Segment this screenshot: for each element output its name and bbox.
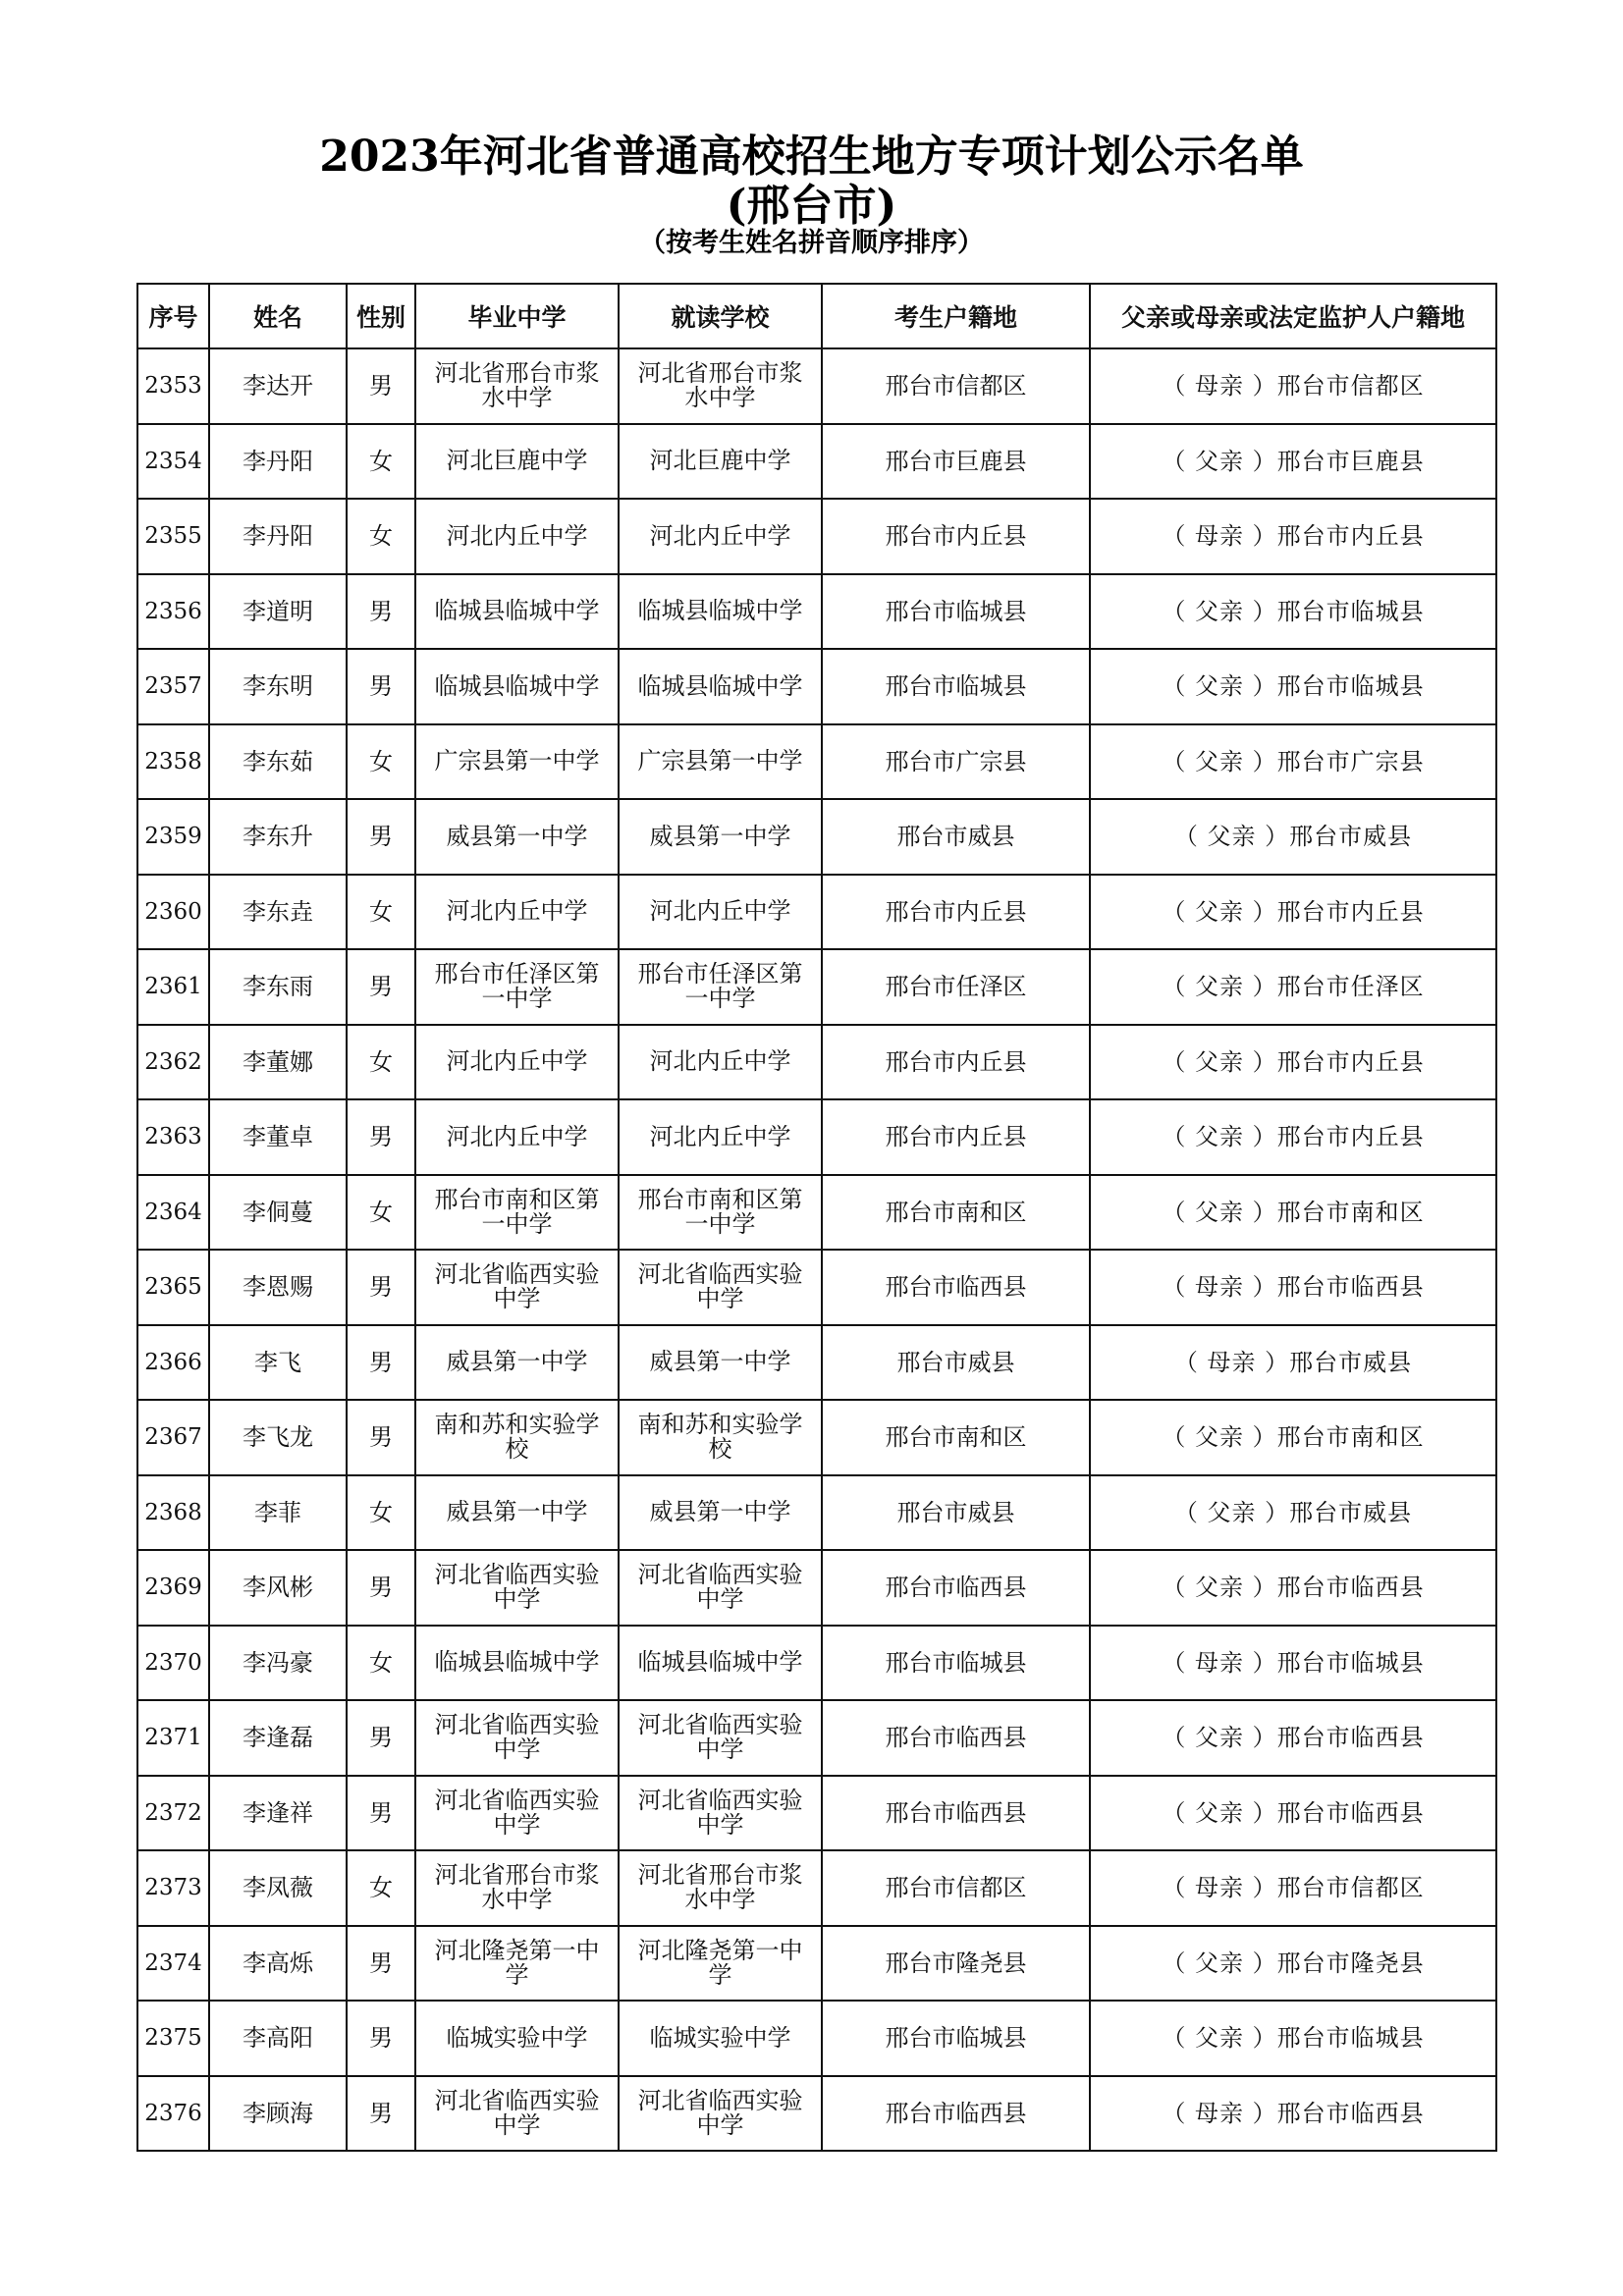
cell-index: 2356	[137, 574, 209, 650]
table-row	[137, 1250, 1496, 1325]
cell-index: 2366	[137, 1325, 209, 1401]
cell-gender: 女	[347, 1850, 415, 1926]
cell-guardian-hukou: （ 父亲 ）邢台市内丘县	[1090, 1025, 1496, 1100]
cell-current-school: 邢台市任泽区第一中学	[619, 949, 822, 1025]
cell-current-school: 临城县临城中学	[619, 649, 822, 724]
table-row	[137, 724, 1496, 800]
cell-graduation-school: 临城县临城中学	[415, 649, 619, 724]
cell-student-hukou: 邢台市巨鹿县	[822, 424, 1090, 500]
table-row	[137, 1926, 1496, 2002]
cell-name: 李道明	[209, 574, 347, 650]
cell-guardian-hukou: （ 父亲 ）邢台市临西县	[1090, 1700, 1496, 1776]
cell-guardian-hukou: （ 母亲 ）邢台市信都区	[1090, 348, 1496, 424]
table-row	[137, 348, 1496, 424]
table-row	[137, 2001, 1496, 2076]
cell-name: 李丹阳	[209, 499, 347, 574]
cell-student-hukou: 邢台市威县	[822, 1475, 1090, 1551]
cell-graduation-school: 河北省邢台市浆水中学	[415, 1850, 619, 1926]
cell-graduation-school: 河北隆尧第一中学	[415, 1926, 619, 2002]
cell-guardian-hukou: （ 父亲 ）邢台市临西县	[1090, 1550, 1496, 1626]
table-row	[137, 1475, 1496, 1551]
cell-index: 2355	[137, 499, 209, 574]
cell-student-hukou: 邢台市威县	[822, 799, 1090, 875]
cell-gender: 男	[347, 2076, 415, 2152]
cell-gender: 女	[347, 424, 415, 500]
table-row	[137, 1776, 1496, 1851]
cell-student-hukou: 邢台市内丘县	[822, 875, 1090, 950]
table-row	[137, 499, 1496, 574]
cell-guardian-hukou: （ 父亲 ）邢台市威县	[1090, 799, 1496, 875]
cell-graduation-school: 邢台市南和区第一中学	[415, 1175, 619, 1251]
cell-current-school: 河北省临西实验中学	[619, 1250, 822, 1325]
cell-guardian-hukou: （ 父亲 ）邢台市巨鹿县	[1090, 424, 1496, 500]
cell-current-school: 威县第一中学	[619, 1475, 822, 1551]
table-row	[137, 875, 1496, 950]
cell-name: 李恩赐	[209, 1250, 347, 1325]
cell-index: 2371	[137, 1700, 209, 1776]
cell-guardian-hukou: （ 父亲 ）邢台市南和区	[1090, 1175, 1496, 1251]
cell-guardian-hukou: （ 父亲 ）邢台市任泽区	[1090, 949, 1496, 1025]
cell-student-hukou: 邢台市临城县	[822, 1626, 1090, 1701]
cell-gender: 女	[347, 1626, 415, 1701]
table-row	[137, 1400, 1496, 1475]
header-name: 姓名	[209, 284, 347, 348]
cell-guardian-hukou: （ 父亲 ）邢台市内丘县	[1090, 1099, 1496, 1175]
cell-guardian-hukou: （ 父亲 ）邢台市临城县	[1090, 649, 1496, 724]
page-subtitle-sort-note: （按考生姓名拼音顺序排序）	[639, 228, 984, 258]
cell-student-hukou: 邢台市临西县	[822, 1700, 1090, 1776]
cell-gender: 男	[347, 799, 415, 875]
cell-gender: 男	[347, 1325, 415, 1401]
cell-name: 李东升	[209, 799, 347, 875]
cell-gender: 男	[347, 1776, 415, 1851]
cell-index: 2370	[137, 1626, 209, 1701]
table-row	[137, 1325, 1496, 1401]
cell-index: 2357	[137, 649, 209, 724]
cell-current-school: 河北省邢台市浆水中学	[619, 1850, 822, 1926]
cell-gender: 男	[347, 949, 415, 1025]
cell-graduation-school: 临城实验中学	[415, 2001, 619, 2076]
cell-graduation-school: 河北省临西实验中学	[415, 1250, 619, 1325]
cell-gender: 女	[347, 1025, 415, 1100]
cell-guardian-hukou: （ 父亲 ）邢台市临城县	[1090, 2001, 1496, 2076]
cell-index: 2361	[137, 949, 209, 1025]
cell-guardian-hukou: （ 母亲 ）邢台市内丘县	[1090, 499, 1496, 574]
cell-current-school: 威县第一中学	[619, 799, 822, 875]
cell-graduation-school: 广宗县第一中学	[415, 724, 619, 800]
cell-guardian-hukou: （ 父亲 ）邢台市临西县	[1090, 1776, 1496, 1851]
cell-name: 李飞	[209, 1325, 347, 1401]
cell-gender: 女	[347, 724, 415, 800]
table-row	[137, 1025, 1496, 1100]
cell-index: 2363	[137, 1099, 209, 1175]
table-row	[137, 949, 1496, 1025]
cell-name: 李达开	[209, 348, 347, 424]
cell-index: 2373	[137, 1850, 209, 1926]
cell-current-school: 广宗县第一中学	[619, 724, 822, 800]
cell-student-hukou: 邢台市临西县	[822, 2076, 1090, 2152]
cell-student-hukou: 邢台市南和区	[822, 1400, 1090, 1475]
cell-index: 2368	[137, 1475, 209, 1551]
cell-gender: 男	[347, 1250, 415, 1325]
cell-current-school: 河北隆尧第一中学	[619, 1926, 822, 2002]
table-body	[137, 348, 1496, 2151]
roster-table	[136, 283, 1497, 2152]
cell-name: 李东垚	[209, 875, 347, 950]
cell-gender: 男	[347, 1700, 415, 1776]
cell-index: 2372	[137, 1776, 209, 1851]
page-subtitle-city: (邢台市)	[726, 181, 897, 231]
cell-student-hukou: 邢台市临城县	[822, 2001, 1090, 2076]
cell-graduation-school: 威县第一中学	[415, 1325, 619, 1401]
cell-current-school: 临城实验中学	[619, 2001, 822, 2076]
cell-gender: 女	[347, 1475, 415, 1551]
cell-gender: 男	[347, 1926, 415, 2002]
table-row	[137, 1700, 1496, 1776]
cell-current-school: 河北内丘中学	[619, 499, 822, 574]
cell-name: 李东茹	[209, 724, 347, 800]
cell-current-school: 邢台市南和区第一中学	[619, 1175, 822, 1251]
table-row	[137, 799, 1496, 875]
cell-index: 2358	[137, 724, 209, 800]
cell-graduation-school: 河北省临西实验中学	[415, 1700, 619, 1776]
cell-name: 李顾海	[209, 2076, 347, 2152]
cell-gender: 男	[347, 1550, 415, 1626]
cell-guardian-hukou: （ 父亲 ）邢台市隆尧县	[1090, 1926, 1496, 2002]
cell-guardian-hukou: （ 父亲 ）邢台市广宗县	[1090, 724, 1496, 800]
cell-current-school: 临城县临城中学	[619, 574, 822, 650]
cell-index: 2364	[137, 1175, 209, 1251]
cell-graduation-school: 河北内丘中学	[415, 499, 619, 574]
header-guardian-hukou: 父亲或母亲或法定监护人户籍地	[1090, 284, 1496, 348]
header-index: 序号	[137, 284, 209, 348]
cell-student-hukou: 邢台市临西县	[822, 1550, 1090, 1626]
cell-gender: 男	[347, 1099, 415, 1175]
cell-guardian-hukou: （ 父亲 ）邢台市内丘县	[1090, 875, 1496, 950]
table-row	[137, 2076, 1496, 2152]
cell-guardian-hukou: （ 父亲 ）邢台市威县	[1090, 1475, 1496, 1551]
cell-current-school: 河北内丘中学	[619, 1025, 822, 1100]
cell-name: 李东雨	[209, 949, 347, 1025]
table-row	[137, 649, 1496, 724]
cell-gender: 女	[347, 875, 415, 950]
cell-student-hukou: 邢台市威县	[822, 1325, 1090, 1401]
cell-index: 2367	[137, 1400, 209, 1475]
cell-graduation-school: 威县第一中学	[415, 799, 619, 875]
cell-index: 2360	[137, 875, 209, 950]
cell-graduation-school: 河北省临西实验中学	[415, 1776, 619, 1851]
header-graduation-school: 毕业中学	[415, 284, 619, 348]
cell-name: 李高阳	[209, 2001, 347, 2076]
cell-name: 李凤薇	[209, 1850, 347, 1926]
table-row	[137, 424, 1496, 500]
header-current-school: 就读学校	[619, 284, 822, 348]
cell-gender: 男	[347, 1400, 415, 1475]
cell-graduation-school: 临城县临城中学	[415, 574, 619, 650]
cell-name: 李逢祥	[209, 1776, 347, 1851]
cell-index: 2375	[137, 2001, 209, 2076]
cell-index: 2369	[137, 1550, 209, 1626]
cell-graduation-school: 南和苏和实验学校	[415, 1400, 619, 1475]
cell-current-school: 河北内丘中学	[619, 875, 822, 950]
cell-guardian-hukou: （ 父亲 ）邢台市临城县	[1090, 574, 1496, 650]
cell-current-school: 河北巨鹿中学	[619, 424, 822, 500]
cell-student-hukou: 邢台市信都区	[822, 1850, 1090, 1926]
cell-current-school: 临城县临城中学	[619, 1626, 822, 1701]
cell-student-hukou: 邢台市隆尧县	[822, 1926, 1090, 2002]
cell-name: 李董卓	[209, 1099, 347, 1175]
cell-guardian-hukou: （ 母亲 ）邢台市临城县	[1090, 1626, 1496, 1701]
cell-gender: 男	[347, 574, 415, 650]
cell-name: 李丹阳	[209, 424, 347, 500]
cell-student-hukou: 邢台市广宗县	[822, 724, 1090, 800]
cell-name: 李东明	[209, 649, 347, 724]
cell-graduation-school: 河北内丘中学	[415, 875, 619, 950]
cell-index: 2359	[137, 799, 209, 875]
cell-index: 2353	[137, 348, 209, 424]
cell-student-hukou: 邢台市内丘县	[822, 499, 1090, 574]
cell-current-school: 河北省临西实验中学	[619, 1776, 822, 1851]
table-row	[137, 1099, 1496, 1175]
cell-graduation-school: 河北省临西实验中学	[415, 2076, 619, 2152]
cell-student-hukou: 邢台市临城县	[822, 649, 1090, 724]
cell-current-school: 南和苏和实验学校	[619, 1400, 822, 1475]
cell-student-hukou: 邢台市任泽区	[822, 949, 1090, 1025]
cell-graduation-school: 河北内丘中学	[415, 1099, 619, 1175]
cell-name: 李菲	[209, 1475, 347, 1551]
cell-name: 李侗蔓	[209, 1175, 347, 1251]
cell-index: 2362	[137, 1025, 209, 1100]
cell-gender: 男	[347, 649, 415, 724]
cell-graduation-school: 河北巨鹿中学	[415, 424, 619, 500]
cell-name: 李冯豪	[209, 1626, 347, 1701]
cell-current-school: 河北省临西实验中学	[619, 2076, 822, 2152]
cell-index: 2374	[137, 1926, 209, 2002]
cell-name: 李风彬	[209, 1550, 347, 1626]
table-row	[137, 1175, 1496, 1251]
cell-index: 2376	[137, 2076, 209, 2152]
cell-graduation-school: 邢台市任泽区第一中学	[415, 949, 619, 1025]
header-gender: 性别	[347, 284, 415, 348]
cell-gender: 女	[347, 1175, 415, 1251]
cell-gender: 男	[347, 2001, 415, 2076]
cell-graduation-school: 河北内丘中学	[415, 1025, 619, 1100]
cell-current-school: 河北省邢台市浆水中学	[619, 348, 822, 424]
cell-index: 2354	[137, 424, 209, 500]
page-title: 2023年河北省普通高校招生地方专项计划公示名单	[319, 132, 1304, 182]
cell-current-school: 河北省临西实验中学	[619, 1700, 822, 1776]
cell-name: 李逢磊	[209, 1700, 347, 1776]
cell-student-hukou: 邢台市临西县	[822, 1250, 1090, 1325]
cell-graduation-school: 河北省临西实验中学	[415, 1550, 619, 1626]
cell-student-hukou: 邢台市内丘县	[822, 1025, 1090, 1100]
table-row	[137, 1626, 1496, 1701]
cell-name: 李董娜	[209, 1025, 347, 1100]
cell-graduation-school: 临城县临城中学	[415, 1626, 619, 1701]
cell-current-school: 河北内丘中学	[619, 1099, 822, 1175]
cell-gender: 女	[347, 499, 415, 574]
cell-guardian-hukou: （ 母亲 ）邢台市威县	[1090, 1325, 1496, 1401]
cell-gender: 男	[347, 348, 415, 424]
cell-name: 李高烁	[209, 1926, 347, 2002]
cell-student-hukou: 邢台市内丘县	[822, 1099, 1090, 1175]
cell-student-hukou: 邢台市南和区	[822, 1175, 1090, 1251]
cell-guardian-hukou: （ 母亲 ）邢台市临西县	[1090, 2076, 1496, 2152]
cell-student-hukou: 邢台市临西县	[822, 1776, 1090, 1851]
header-student-hukou: 考生户籍地	[822, 284, 1090, 348]
cell-index: 2365	[137, 1250, 209, 1325]
cell-graduation-school: 河北省邢台市浆水中学	[415, 348, 619, 424]
cell-guardian-hukou: （ 母亲 ）邢台市临西县	[1090, 1250, 1496, 1325]
cell-guardian-hukou: （ 父亲 ）邢台市南和区	[1090, 1400, 1496, 1475]
cell-name: 李飞龙	[209, 1400, 347, 1475]
cell-graduation-school: 威县第一中学	[415, 1475, 619, 1551]
cell-student-hukou: 邢台市临城县	[822, 574, 1090, 650]
table-row	[137, 574, 1496, 650]
cell-guardian-hukou: （ 母亲 ）邢台市信都区	[1090, 1850, 1496, 1926]
cell-student-hukou: 邢台市信都区	[822, 348, 1090, 424]
cell-current-school: 威县第一中学	[619, 1325, 822, 1401]
table-header-row	[137, 284, 1496, 348]
cell-current-school: 河北省临西实验中学	[619, 1550, 822, 1626]
table-row	[137, 1850, 1496, 1926]
table-row	[137, 1550, 1496, 1626]
